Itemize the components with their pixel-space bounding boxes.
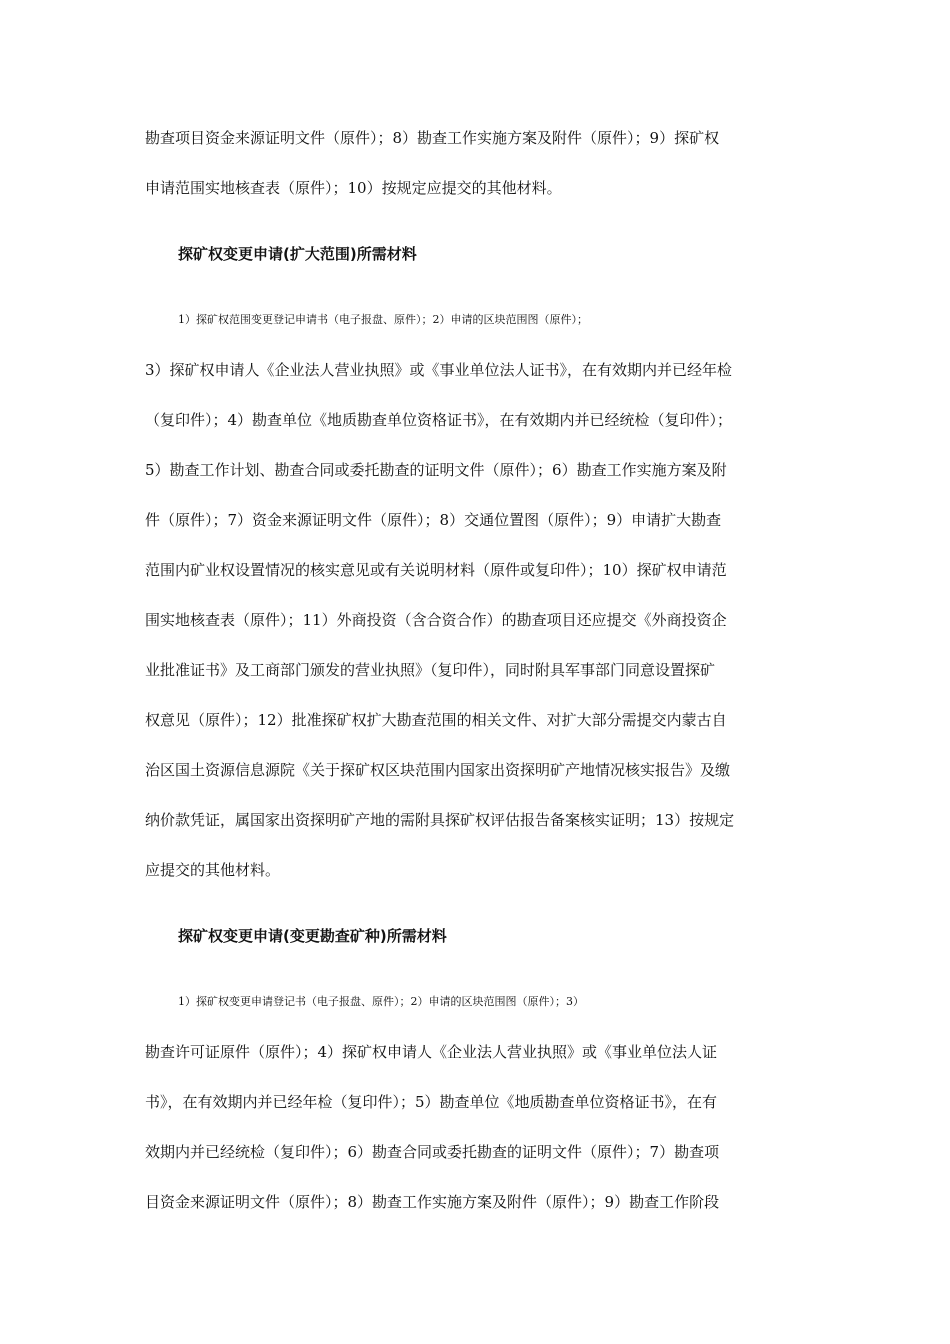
section-heading-change-mineral: 探矿权变更申请(变更勘查矿种)所需材料 — [178, 927, 447, 945]
paragraph-line: 申请范围实地核查表（原件）；10）按规定应提交的其他材料。 — [145, 179, 562, 197]
paragraph-line: 纳价款凭证，属国家出资探明矿产地的需附具探矿权评估报告备案核实证明；13）按规定 — [145, 811, 735, 829]
paragraph-line: 件（原件）；7）资金来源证明文件（原件）；8）交通位置图（原件）；9）申请扩大勘查 — [145, 511, 722, 529]
paragraph-line: 3）探矿权申请人《企业法人营业执照》或《事业单位法人证书》，在有效期内并已经年检 — [145, 361, 733, 379]
paragraph-line: 业批准证书》及工商部门颁发的营业执照》（复印件），同时附具军事部门同意设置探矿 — [145, 661, 716, 679]
paragraph-line: 勘查许可证原件（原件）；4）探矿权申请人《企业法人营业执照》或《事业单位法人证 — [145, 1043, 718, 1061]
section-heading-expand-scope: 探矿权变更申请(扩大范围)所需材料 — [178, 245, 417, 263]
paragraph-line: 效期内并已经统检（复印件）；6）勘查合同或委托勘查的证明文件（原件）；7）勘查项 — [145, 1143, 720, 1161]
paragraph-line: 治区国土资源信息源院《关于探矿权区块范围内国家出资探明矿产地情况核实报告》及缴 — [145, 761, 731, 779]
paragraph-line: 范围内矿业权设置情况的核实意见或有关说明材料（原件或复印件）；10）探矿权申请范 — [145, 561, 727, 579]
paragraph-line: 勘查项目资金来源证明文件（原件）；8）勘查工作实施方案及附件（原件）；9）探矿权 — [145, 129, 720, 147]
paragraph-line: 权意见（原件）；12）批准探矿权扩大勘查范围的相关文件、对扩大部分需提交内蒙古自 — [145, 711, 727, 729]
paragraph-line: 1）探矿权变更申请登记书（电子报盘、原件）；2）申请的区块范围图（原件）；3） — [178, 995, 584, 1008]
paragraph-line: （复印件）；4）勘查单位《地质勘查单位资格证书》，在有效期内并已经统检（复印件）； — [145, 411, 733, 429]
paragraph-line: 1）探矿权范围变更登记申请书（电子报盘、原件）；2）申请的区块范围图（原件）； — [178, 313, 588, 326]
paragraph-line: 书》，在有效期内并已经年检（复印件）；5）勘查单位《地质勘查单位资格证书》，在有 — [145, 1093, 718, 1111]
paragraph-line: 应提交的其他材料。 — [145, 861, 281, 879]
paragraph-line: 目资金来源证明文件（原件）；8）勘查工作实施方案及附件（原件）；9）勘查工作阶段 — [145, 1193, 720, 1211]
paragraph-line: 5）勘查工作计划、勘查合同或委托勘查的证明文件（原件）；6）勘查工作实施方案及附 — [145, 461, 727, 479]
paragraph-line: 围实地核查表（原件）；11）外商投资（含合资合作）的勘查项目还应提交《外商投资企 — [145, 611, 727, 629]
